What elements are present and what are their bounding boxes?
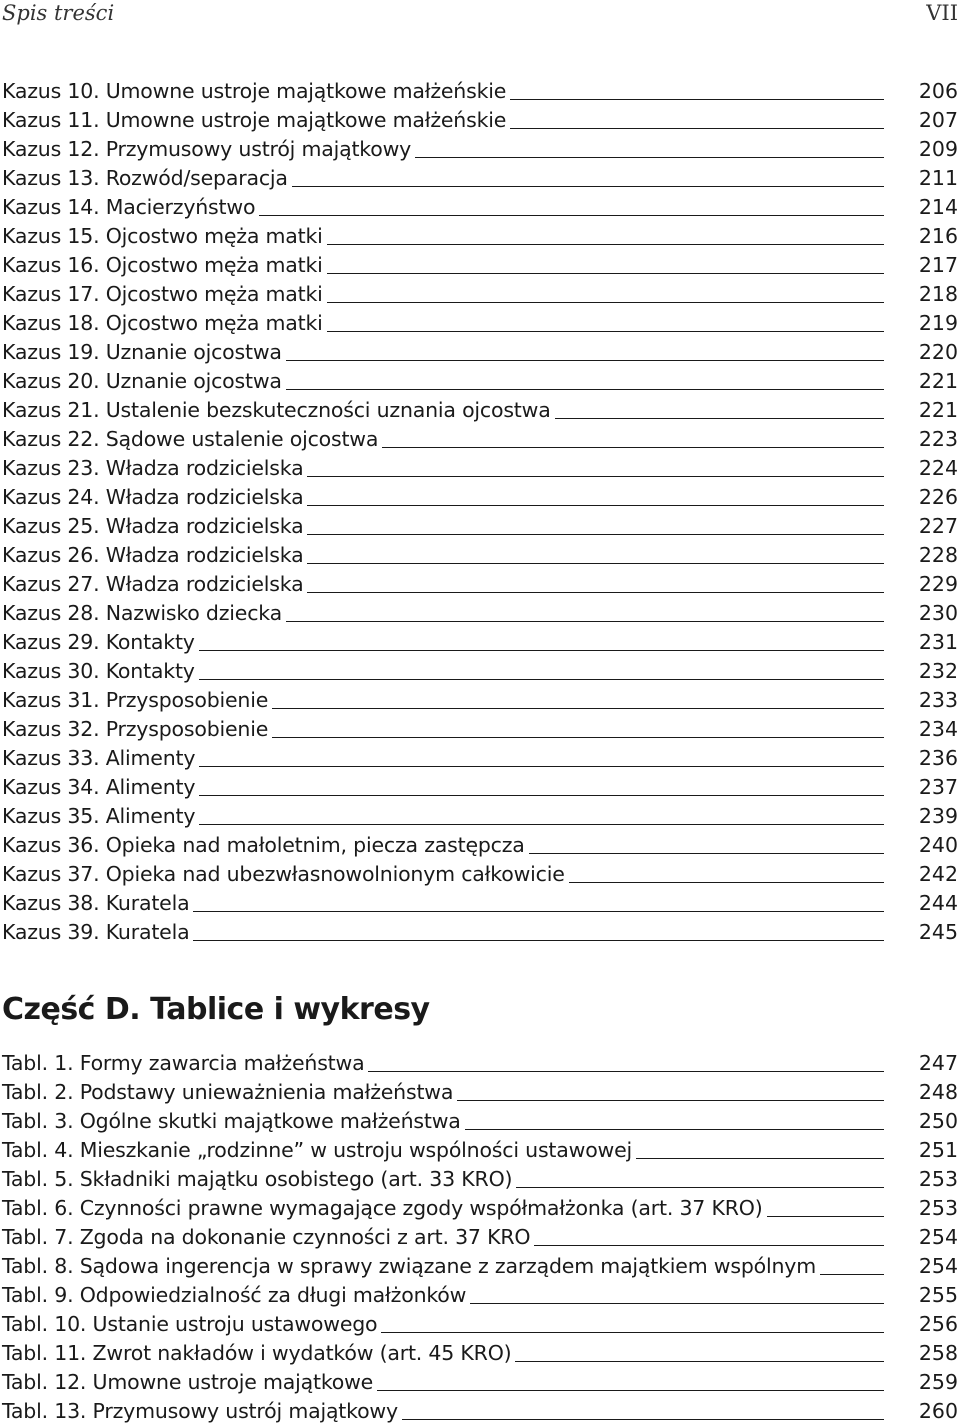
toc-entry-label: Tabl. 2. Podstawy unieważnienia małżeństwa	[2, 1080, 454, 1104]
toc-entry-label: Kazus 36. Opieka nad małoletnim, piecza zastępcza	[2, 833, 525, 857]
toc-entry-label: Kazus 14. Macierzyństwo	[2, 195, 256, 219]
toc-entry-table[interactable]	[2, 1366, 958, 1395]
running-head-title: Spis treści	[2, 1, 115, 25]
toc-entry-page: 254	[918, 1225, 958, 1249]
toc-cases-list	[2, 75, 958, 945]
toc-entry-label: Kazus 37. Opieka nad ubezwłasnowolnionym całkowicie	[2, 862, 565, 886]
toc-entry-label: Tabl. 12. Umowne ustroje majątkowe	[2, 1370, 374, 1394]
toc-entry-label: Kazus 39. Kuratela	[2, 920, 190, 944]
toc-entry-label: Kazus 23. Władza rodzicielska	[2, 456, 304, 480]
toc-entry-page: 239	[918, 804, 958, 828]
toc-entry-case[interactable]	[2, 133, 958, 162]
toc-entry-case[interactable]	[2, 510, 958, 539]
toc-entry-page: 240	[918, 833, 958, 857]
toc-entry-case[interactable]	[2, 452, 958, 481]
toc-entry-page: 223	[918, 427, 958, 451]
toc-entry-table[interactable]	[2, 1221, 958, 1250]
toc-leader-line	[534, 1245, 884, 1246]
toc-tables-list	[2, 1047, 958, 1424]
toc-entry-label: Kazus 27. Władza rodzicielska	[2, 572, 304, 596]
toc-entry-page: 258	[918, 1341, 958, 1365]
toc-leader-line	[193, 911, 884, 912]
toc-entry-page: 255	[918, 1283, 958, 1307]
toc-leader-line	[327, 331, 884, 332]
toc-leader-line	[327, 273, 884, 274]
toc-entry-label: Kazus 19. Uznanie ojcostwa	[2, 340, 282, 364]
toc-entry-case[interactable]	[2, 626, 958, 655]
toc-leader-line	[199, 766, 884, 767]
toc-entry-table[interactable]	[2, 1308, 958, 1337]
toc-entry-page: 242	[918, 862, 958, 886]
toc-entry-table[interactable]	[2, 1250, 958, 1279]
toc-leader-line	[307, 592, 884, 593]
toc-entry-page: 219	[918, 311, 958, 335]
toc-entry-page: 231	[918, 630, 958, 654]
toc-leader-line	[510, 99, 884, 100]
toc-entry-case[interactable]	[2, 800, 958, 829]
toc-entry-label: Tabl. 7. Zgoda na dokonanie czynności z art. 37 KRO	[2, 1225, 531, 1249]
toc-leader-line	[272, 737, 884, 738]
toc-entry-page: 244	[918, 891, 958, 915]
toc-entry-page: 209	[918, 137, 958, 161]
toc-entry-case[interactable]	[2, 858, 958, 887]
toc-entry-case[interactable]	[2, 394, 958, 423]
toc-entry-label: Tabl. 11. Zwrot nakładów i wydatków (art. 45 KRO)	[2, 1341, 512, 1365]
toc-entry-case[interactable]	[2, 539, 958, 568]
toc-entry-label: Kazus 24. Władza rodzicielska	[2, 485, 304, 509]
toc-leader-line	[382, 447, 884, 448]
toc-entry-label: Kazus 11. Umowne ustroje majątkowe małżeńskie	[2, 108, 507, 132]
toc-entry-label: Tabl. 13. Przymusowy ustrój majątkowy	[2, 1399, 398, 1423]
toc-entry-case[interactable]	[2, 104, 958, 133]
toc-entry-case[interactable]	[2, 249, 958, 278]
toc-entry-page: 253	[918, 1167, 958, 1191]
toc-leader-line	[307, 563, 884, 564]
toc-entry-page: 237	[918, 775, 958, 799]
toc-entry-page: 250	[918, 1109, 958, 1133]
toc-entry-case[interactable]	[2, 191, 958, 220]
toc-entry-table[interactable]	[2, 1337, 958, 1366]
toc-entry-page: 234	[918, 717, 958, 741]
toc-entry-page: 253	[918, 1196, 958, 1220]
toc-entry-page: 247	[918, 1051, 958, 1075]
toc-entry-page: 221	[918, 398, 958, 422]
toc-leader-line	[286, 360, 884, 361]
toc-leader-line	[510, 128, 884, 129]
toc-entry-label: Kazus 25. Władza rodzicielska	[2, 514, 304, 538]
section-heading-part-d: Część D. Tablice i wykresy	[2, 992, 430, 1027]
toc-entry-case[interactable]	[2, 829, 958, 858]
toc-entry-page: 207	[918, 108, 958, 132]
toc-entry-case[interactable]	[2, 887, 958, 916]
toc-entry-table[interactable]	[2, 1163, 958, 1192]
toc-leader-line	[259, 215, 884, 216]
toc-entry-page: 251	[918, 1138, 958, 1162]
toc-entry-case[interactable]	[2, 307, 958, 336]
toc-entry-case[interactable]	[2, 771, 958, 800]
toc-entry-page: 233	[918, 688, 958, 712]
toc-entry-page: 232	[918, 659, 958, 683]
toc-leader-line	[292, 186, 884, 187]
toc-entry-page: 259	[918, 1370, 958, 1394]
toc-entry-label: Kazus 17. Ojcostwo męża matki	[2, 282, 323, 306]
toc-entry-case[interactable]	[2, 481, 958, 510]
toc-entry-label: Tabl. 8. Sądowa ingerencja w sprawy związane z zarządem majątkiem wspólnym	[2, 1254, 816, 1278]
toc-leader-line	[415, 157, 884, 158]
toc-entry-label: Tabl. 3. Ogólne skutki majątkowe małżeństwa	[2, 1109, 461, 1133]
toc-leader-line	[470, 1303, 884, 1304]
toc-entry-label: Kazus 18. Ojcostwo męża matki	[2, 311, 323, 335]
toc-entry-case[interactable]	[2, 597, 958, 626]
toc-entry-case[interactable]	[2, 75, 958, 104]
toc-leader-line	[377, 1390, 884, 1391]
running-head	[2, 0, 958, 30]
toc-entry-page: 229	[918, 572, 958, 596]
toc-entry-label: Kazus 13. Rozwód/separacja	[2, 166, 288, 190]
toc-entry-page: 224	[918, 456, 958, 480]
toc-entry-label: Kazus 31. Przysposobienie	[2, 688, 269, 712]
toc-entry-case[interactable]	[2, 568, 958, 597]
toc-entry-case[interactable]	[2, 423, 958, 452]
toc-entry-case[interactable]	[2, 278, 958, 307]
toc-entry-label: Kazus 16. Ojcostwo męża matki	[2, 253, 323, 277]
toc-entry-page: 217	[918, 253, 958, 277]
toc-leader-line	[402, 1419, 884, 1420]
toc-leader-line	[636, 1158, 884, 1159]
toc-entry-page: 227	[918, 514, 958, 538]
toc-entry-label: Kazus 21. Ustalenie bezskuteczności uznania ojcostwa	[2, 398, 551, 422]
toc-entry-page: 218	[918, 282, 958, 306]
toc-leader-line	[569, 882, 884, 883]
toc-entry-page: 230	[918, 601, 958, 625]
toc-entry-page: 221	[918, 369, 958, 393]
toc-leader-line	[307, 476, 884, 477]
toc-leader-line	[529, 853, 884, 854]
toc-leader-line	[368, 1071, 884, 1072]
toc-leader-line	[286, 389, 884, 390]
toc-leader-line	[199, 679, 884, 680]
toc-leader-line	[767, 1216, 885, 1217]
toc-entry-label: Kazus 22. Sądowe ustalenie ojcostwa	[2, 427, 379, 451]
toc-entry-label: Kazus 32. Przysposobienie	[2, 717, 269, 741]
toc-entry-page: 226	[918, 485, 958, 509]
toc-entry-page: 220	[918, 340, 958, 364]
toc-entry-label: Kazus 10. Umowne ustroje majątkowe małżeńskie	[2, 79, 507, 103]
toc-entry-page: 256	[918, 1312, 958, 1336]
toc-entry-case[interactable]	[2, 684, 958, 713]
toc-leader-line	[465, 1129, 884, 1130]
toc-entry-label: Tabl. 6. Czynności prawne wymagające zgody współmałżonka (art. 37 KRO)	[2, 1196, 763, 1220]
toc-entry-label: Tabl. 1. Formy zawarcia małżeństwa	[2, 1051, 365, 1075]
toc-entry-page: 248	[918, 1080, 958, 1104]
toc-entry-label: Tabl. 9. Odpowiedzialność za długi małżonków	[2, 1283, 467, 1307]
toc-entry-page: 228	[918, 543, 958, 567]
toc-entry-page: 216	[918, 224, 958, 248]
toc-leader-line	[199, 824, 884, 825]
toc-entry-case[interactable]	[2, 742, 958, 771]
toc-leader-line	[515, 1361, 884, 1362]
toc-entry-label: Tabl. 4. Mieszkanie „rodzinne” w ustroju wspólności ustawowej	[2, 1138, 633, 1162]
toc-leader-line	[272, 708, 884, 709]
toc-leader-line	[381, 1332, 884, 1333]
toc-entry-table[interactable]	[2, 1279, 958, 1308]
toc-entry-table[interactable]	[2, 1395, 958, 1424]
toc-leader-line	[193, 940, 884, 941]
toc-leader-line	[307, 534, 884, 535]
toc-leader-line	[820, 1274, 884, 1275]
toc-entry-label: Kazus 30. Kontakty	[2, 659, 195, 683]
toc-entry-label: Kazus 38. Kuratela	[2, 891, 190, 915]
toc-entry-case[interactable]	[2, 162, 958, 191]
toc-entry-page: 260	[918, 1399, 958, 1423]
toc-leader-line	[555, 418, 884, 419]
toc-entry-label: Kazus 20. Uznanie ojcostwa	[2, 369, 282, 393]
toc-entry-case[interactable]	[2, 365, 958, 394]
toc-entry-label: Tabl. 5. Składniki majątku osobistego (art. 33 KRO)	[2, 1167, 513, 1191]
toc-leader-line	[327, 244, 884, 245]
toc-entry-label: Kazus 33. Alimenty	[2, 746, 196, 770]
toc-entry-case[interactable]	[2, 336, 958, 365]
toc-entry-label: Kazus 35. Alimenty	[2, 804, 196, 828]
toc-leader-line	[286, 621, 884, 622]
toc-entry-page: 236	[918, 746, 958, 770]
toc-entry-label: Tabl. 10. Ustanie ustroju ustawowego	[2, 1312, 378, 1336]
toc-entry-page: 254	[918, 1254, 958, 1278]
toc-leader-line	[199, 795, 884, 796]
toc-entry-label: Kazus 34. Alimenty	[2, 775, 196, 799]
toc-entry-label: Kazus 15. Ojcostwo męża matki	[2, 224, 323, 248]
toc-entry-page: 245	[918, 920, 958, 944]
toc-entry-table[interactable]	[2, 1192, 958, 1221]
toc-entry-page: 206	[918, 79, 958, 103]
toc-leader-line	[327, 302, 884, 303]
page-number: VII	[926, 1, 958, 25]
toc-entry-page: 214	[918, 195, 958, 219]
toc-entry-case[interactable]	[2, 713, 958, 742]
toc-entry-label: Kazus 12. Przymusowy ustrój majątkowy	[2, 137, 412, 161]
toc-entry-label: Kazus 28. Nazwisko dziecka	[2, 601, 282, 625]
toc-entry-label: Kazus 26. Władza rodzicielska	[2, 543, 304, 567]
toc-entry-table[interactable]	[2, 1105, 958, 1134]
toc-leader-line	[457, 1100, 884, 1101]
toc-entry-case[interactable]	[2, 655, 958, 684]
toc-entry-table[interactable]	[2, 1134, 958, 1163]
toc-entry-case[interactable]	[2, 220, 958, 249]
toc-leader-line	[307, 505, 884, 506]
toc-entry-page: 211	[918, 166, 958, 190]
toc-leader-line	[199, 650, 884, 651]
toc-entry-case[interactable]	[2, 916, 958, 945]
toc-leader-line	[516, 1187, 884, 1188]
toc-entry-label: Kazus 29. Kontakty	[2, 630, 195, 654]
toc-entry-table[interactable]	[2, 1047, 958, 1076]
toc-entry-table[interactable]	[2, 1076, 958, 1105]
